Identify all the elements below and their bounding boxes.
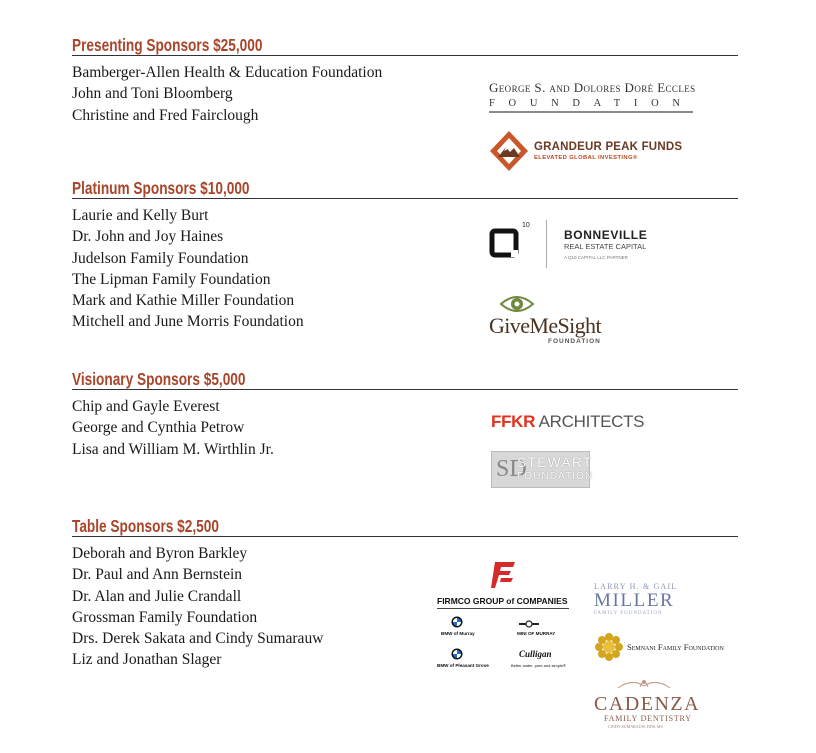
- sun-flower-icon: [594, 632, 624, 662]
- logo-text: BONNEVILLE: [564, 228, 648, 242]
- mountain-sun-icon: [489, 130, 529, 172]
- sponsor-list: [72, 396, 274, 460]
- stewart-foundation-logo: [491, 451, 594, 488]
- eye-icon: [499, 293, 535, 315]
- sponsor-name: Chip and Gayle Everest: [72, 398, 220, 415]
- brand-label: BMW of Murray: [441, 631, 475, 636]
- divider: [72, 389, 738, 390]
- sponsor-name: Dr. Alan and Julie Crandall: [72, 587, 242, 605]
- logo-text: Semnani Family Foundation: [627, 642, 724, 652]
- sponsor-name: Mark and Kathie Miller Foundation: [72, 292, 295, 310]
- logo-divider: [437, 608, 569, 609]
- sponsor-name: Grossman Family Foundation: [72, 608, 258, 626]
- logo-text-accent: FFKR: [491, 412, 536, 431]
- logo-text: ARCHITECTS: [535, 412, 645, 431]
- sponsor-name: Lisa and William M. Wirthlin Jr.: [72, 440, 274, 458]
- sponsor-name: John and Toni Bloomberg: [72, 85, 233, 103]
- sponsor-list: [72, 205, 304, 333]
- logo-tiny-text: A Q10 CAPITAL LLC PARTNER: [564, 255, 628, 260]
- grandeur-peak-logo: [489, 130, 704, 172]
- bmw-roundel-icon: [451, 616, 463, 628]
- logo-text: STEWART: [517, 455, 593, 470]
- section-title: Platinum Sponsors $10,000: [72, 178, 250, 198]
- mini-wings-icon: [519, 620, 539, 628]
- section-title: Visionary Sponsors $5,000: [72, 369, 246, 389]
- divider: [72, 198, 738, 199]
- q10-mark-icon: [489, 226, 525, 262]
- divider: [72, 536, 738, 537]
- logo-text: GRANDEUR PEAK FUNDS: [534, 141, 683, 153]
- logo-text: GiveMeSight: [489, 313, 601, 338]
- logo-text: FIRMCO GROUP of COMPANIES: [437, 596, 568, 606]
- logo-subtext: FOUNDATION: [548, 338, 601, 345]
- logo-rule: [489, 111, 693, 113]
- logo-tagline: ELEVATED GLOBAL INVESTING®: [534, 155, 638, 161]
- bonneville-logo: [489, 220, 669, 270]
- firmco-group-logo: [437, 558, 572, 673]
- sponsor-name: Dr. Paul and Ann Bernstein: [72, 566, 243, 584]
- miller-foundation-logo: [594, 582, 704, 622]
- logo-subtext: FAMILY DENTISTRY: [604, 714, 692, 723]
- logo-text: George S. and Dolores Doré Eccles: [489, 80, 696, 95]
- bmw-roundel-icon: [451, 648, 463, 660]
- section-title: Table Sponsors $2,500: [72, 516, 219, 536]
- sponsor-name: Christine and Fred Fairclough: [72, 106, 259, 124]
- ffkr-architects-logo: [491, 412, 644, 432]
- divider: [72, 55, 738, 56]
- logo-subtext: FOUNDATION: [517, 471, 594, 482]
- logo-divider: [546, 220, 547, 268]
- ornament-icon: [614, 674, 674, 694]
- sponsor-name: Drs. Derek Sakata and Cindy Sumarauw: [72, 630, 324, 648]
- culligan-tagline: Better water. pure and simple®: [511, 663, 566, 668]
- cadenza-dentistry-logo: [594, 674, 701, 734]
- logo-text: CADENZA: [594, 693, 701, 715]
- sponsor-name: Deborah and Byron Barkley: [72, 545, 248, 562]
- sponsor-list: [72, 62, 382, 126]
- sponsor-name: Dr. John and Joy Haines: [72, 228, 224, 246]
- sponsor-name: Laurie and Kelly Burt: [72, 207, 209, 224]
- logo-mark-text: 10: [522, 222, 530, 229]
- sponsor-name: Judelson Family Foundation: [72, 249, 249, 267]
- logo-subtext: FOUNDATION: [489, 98, 694, 109]
- sponsor-name: Liz and Jonathan Slager: [72, 651, 222, 669]
- brand-label: BMW of Pleasant Grove: [437, 663, 489, 668]
- logo-toptext: LARRY H. & GAIL: [594, 582, 678, 591]
- logo-mark: SD: [496, 456, 527, 482]
- sponsor-name: The Lipman Family Foundation: [72, 270, 271, 288]
- sponsor-list: [72, 543, 323, 671]
- logo-subtext: REAL ESTATE CAPITAL: [564, 242, 647, 251]
- sponsor-name: Mitchell and June Morris Foundation: [72, 313, 304, 331]
- logo-subtext: FAMILY FOUNDATION: [594, 611, 663, 616]
- section-title: Presenting Sponsors $25,000: [72, 35, 263, 55]
- give-me-sight-logo: [489, 293, 629, 348]
- semnani-foundation-logo: [594, 632, 744, 664]
- sponsor-name: Bamberger-Allen Health & Education Foundation: [72, 64, 383, 81]
- logo-tiny-text: CINDY SUMARAUW, DDS, MS: [608, 724, 663, 729]
- brand-label: MINI OF MURRAY: [517, 631, 556, 636]
- eccles-foundation-logo: [489, 80, 696, 113]
- culligan-logo-text: Culligan: [519, 649, 552, 659]
- logo-text: MILLER: [594, 590, 675, 611]
- sponsor-name: George and Cynthia Petrow: [72, 419, 245, 437]
- firmco-f-icon: [489, 560, 519, 590]
